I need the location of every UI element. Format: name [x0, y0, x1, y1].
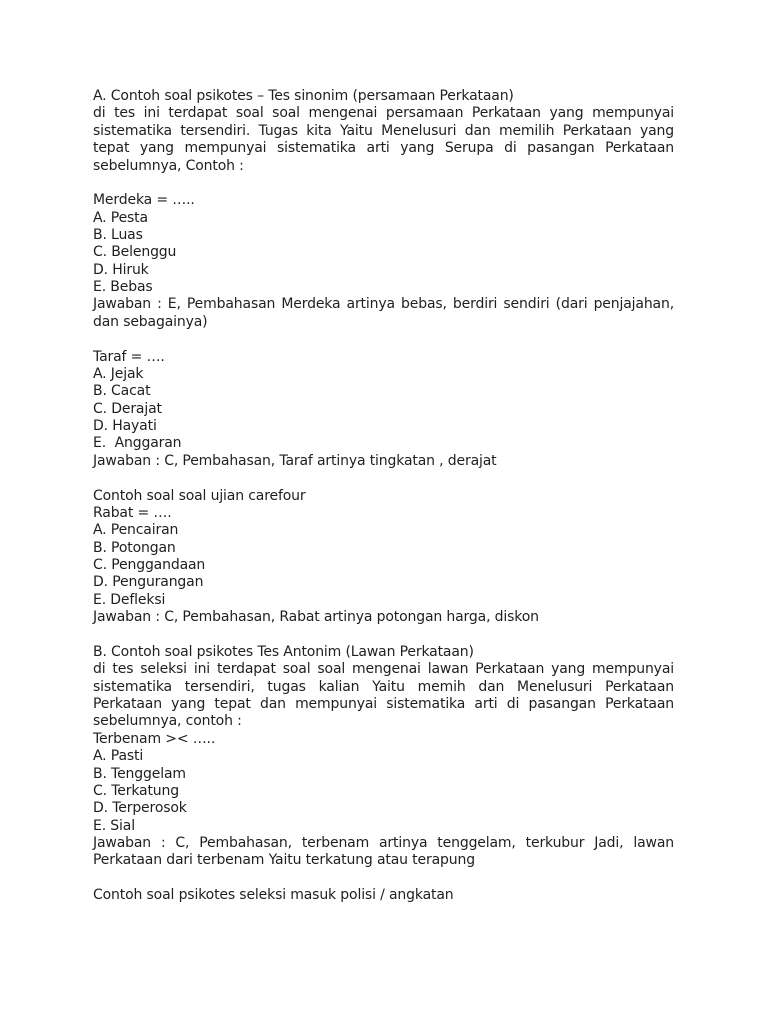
option-b: B. Cacat: [93, 383, 151, 400]
option-e: E. Sial: [93, 817, 135, 834]
footer-line: Contoh soal psikotes seleksi masuk polisi / angkatan: [93, 887, 454, 904]
option-a: A. Pasti: [93, 748, 144, 765]
question-taraf: [93, 349, 674, 471]
question-merdeka: [93, 192, 674, 331]
section-b-heading: B. Contoh soal psikotes Tes Antonim (Lawan Perkataan): [93, 643, 474, 660]
footer-section: [93, 887, 674, 904]
option-a: A. Jejak: [93, 365, 144, 382]
option-b: B. Potongan: [93, 539, 176, 556]
option-c: C. Terkatung: [93, 782, 179, 799]
option-e: E. Anggaran: [93, 435, 182, 452]
option-d: D. Terperosok: [93, 800, 187, 817]
option-c: C. Penggandaan: [93, 557, 206, 574]
answer-explanation: Jawaban : C, Pembahasan, Taraf artinya tingkatan , derajat: [93, 452, 497, 469]
document-page: [93, 88, 674, 922]
option-b: B. Tenggelam: [93, 765, 186, 782]
option-c: C. Belenggu: [93, 244, 177, 261]
question-prompt: Taraf = ….: [93, 348, 165, 365]
answer-explanation: Jawaban : E, Pembahasan Merdeka artinya bebas, berdiri sendiri (dari penjajahan, dan sebagainya): [93, 296, 674, 330]
section-a-synonym: [93, 88, 674, 175]
question-prompt: Terbenam >< …..: [93, 730, 216, 747]
section-a-intro: di tes ini terdapat soal soal mengenai persamaan Perkataan yang mempunyai sistematika tersendiri. Tugas kita Yaitu Menelusuri dan memilih Perkataan yang tepat yang mempunyai sistematika arti yang Serupa di pasangan Perkataan sebelumnya, Contoh :: [93, 105, 674, 174]
option-e: E. Defleksi: [93, 591, 166, 608]
subheading: Contoh soal soal ujian carefour: [93, 487, 306, 504]
option-a: A. Pencairan: [93, 522, 179, 539]
answer-explanation: Jawaban : C, Pembahasan, Rabat artinya potongan harga, diskon: [93, 609, 539, 626]
option-e: E. Bebas: [93, 279, 153, 296]
section-b-intro: di tes seleksi ini terdapat soal soal mengenai lawan Perkataan yang mempunyai sistematika tersendiri, tugas kalian Yaitu memih dan Menelusuri Perkataan Perkataan yang tepat dan mempunyai sistematika arti di pasangan Perkataan sebelumnya, contoh :: [93, 661, 674, 730]
question-rabat: [93, 488, 674, 627]
question-prompt: Merdeka = …..: [93, 192, 195, 209]
option-a: A. Pesta: [93, 209, 148, 226]
option-d: D. Hiruk: [93, 261, 149, 278]
section-b-antonym: [93, 644, 674, 870]
option-d: D. Pengurangan: [93, 574, 204, 591]
option-b: B. Luas: [93, 226, 143, 243]
question-prompt: Rabat = ….: [93, 504, 172, 521]
answer-explanation: Jawaban : C, Pembahasan, terbenam artinya tenggelam, terkubur Jadi, lawan Perkataan dari terbenam Yaitu terkatung atau terapung: [93, 835, 674, 869]
option-d: D. Hayati: [93, 418, 157, 435]
section-a-heading: A. Contoh soal psikotes – Tes sinonim (persamaan Perkataan): [93, 88, 514, 104]
option-c: C. Derajat: [93, 400, 162, 417]
